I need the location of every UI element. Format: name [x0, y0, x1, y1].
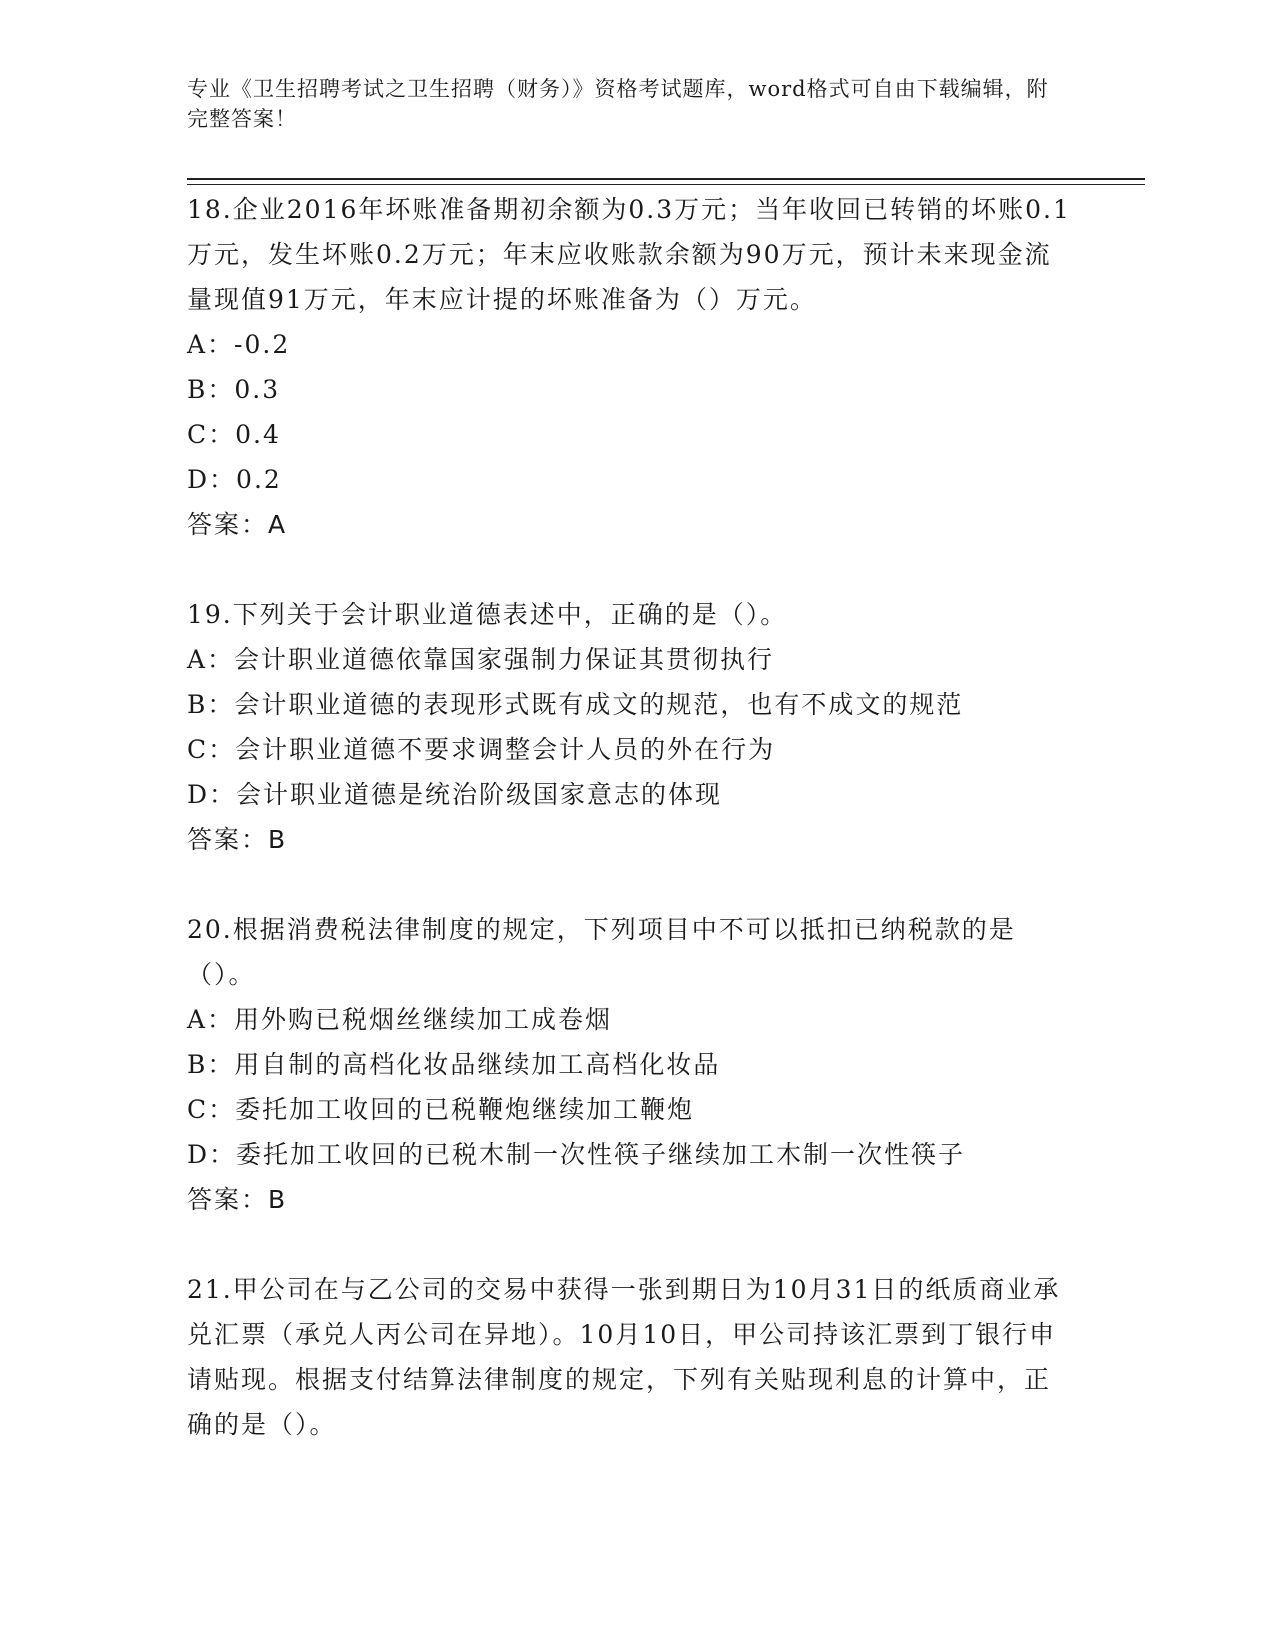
question-21 — [187, 1267, 1087, 1447]
option-a: A：-0.2 — [187, 330, 291, 359]
option-d: D：0.2 — [187, 465, 282, 494]
option-a: A：用外购已税烟丝继续加工成卷烟 — [187, 1005, 613, 1034]
option-c: C：委托加工收回的已税鞭炮继续加工鞭炮 — [187, 1095, 695, 1124]
option-d: D：委托加工收回的已税木制一次性筷子继续加工木制一次性筷子 — [187, 1140, 966, 1169]
option-c: C：会计职业道德不要求调整会计人员的外在行为 — [187, 735, 776, 764]
question-stem: 20.根据消费税法律制度的规定，下列项目中不可以抵扣已纳税款的是（）。 — [187, 915, 1016, 989]
header-rule-thick — [187, 178, 1145, 180]
option-b: B：会计职业道德的表现形式既有成文的规范，也有不成文的规范 — [187, 690, 964, 719]
answer-line: 答案：B — [187, 1185, 288, 1214]
question-20 — [187, 907, 1087, 1222]
option-b: B：用自制的高档化妆品继续加工高档化妆品 — [187, 1050, 721, 1079]
option-b: B：0.3 — [187, 375, 281, 404]
question-stem: 18.企业2016年坏账准备期初余额为0.3万元；当年收回已转销的坏账0.1万元，发生坏账0.2万元；年末应收账款余额为90万元，预计未来现金流量现值91万元，年末应计提的坏账准备为（）万元。 — [187, 195, 1071, 314]
option-c: C：0.4 — [187, 420, 281, 449]
option-d: D：会计职业道德是统治阶级国家意志的体现 — [187, 780, 723, 809]
answer-line: 答案：A — [187, 510, 288, 539]
question-list — [187, 187, 1087, 1492]
question-19 — [187, 592, 1087, 862]
document-header: 专业《卫生招聘考试之卫生招聘（财务）》资格考试题库，word格式可自由下载编辑，附完整答案！ — [187, 77, 1049, 131]
header-rule-thin — [187, 184, 1145, 185]
question-18 — [187, 187, 1087, 547]
question-stem: 19.下列关于会计职业道德表述中，正确的是（）。 — [187, 600, 788, 629]
answer-line: 答案：B — [187, 825, 288, 854]
option-a: A：会计职业道德依靠国家强制力保证其贯彻执行 — [187, 645, 775, 674]
question-stem: 21.甲公司在与乙公司的交易中获得一张到期日为10月31日的纸质商业承兑汇票（承兑人丙公司在异地）。10月10日，甲公司持该汇票到丁银行申请贴现。根据支付结算法律制度的规定，下列有关贴现利息的计算中，正确的是（）。 — [187, 1275, 1061, 1439]
